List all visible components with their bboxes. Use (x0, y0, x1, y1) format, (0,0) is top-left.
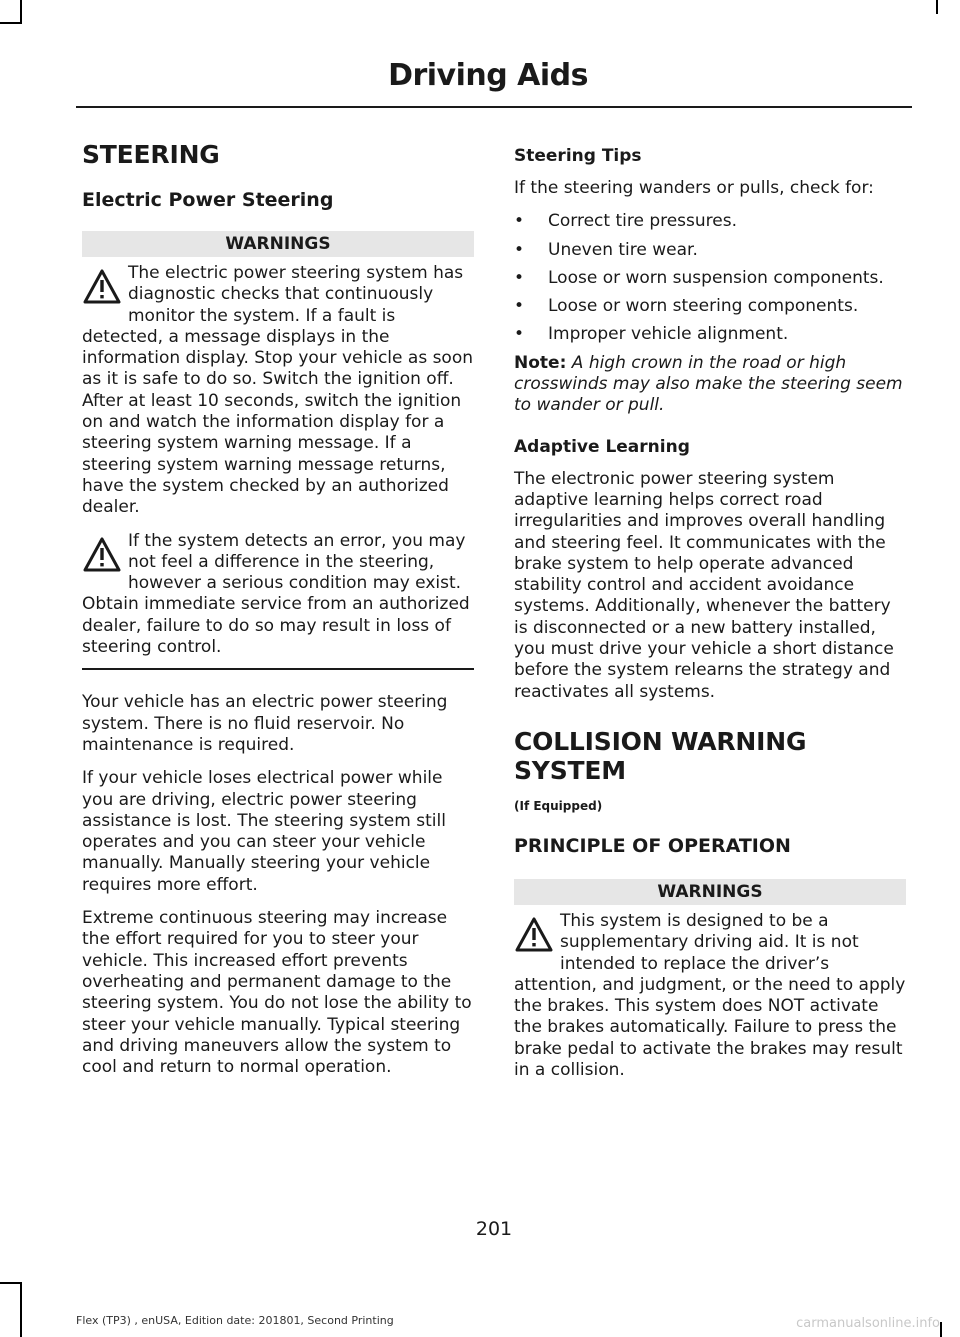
body-paragraph: Extreme continuous steering may increase the effort required for you to steer your vehicle. This increased effort prevents overheating and permanent damage to the steering system. You do not lose the ability to steer your vehicle manually. Typical steering and driving maneuvers allow the system to cool and return to normal operation. (82, 908, 472, 1078)
note-label: Note: (514, 352, 567, 373)
body-paragraph: Your vehicle has an electric power steering system. There is no fluid reservoir. No maintenance is required. (82, 692, 448, 755)
header-divider (76, 106, 912, 108)
page-number: 201 (475, 1218, 513, 1240)
note-paragraph (514, 353, 906, 417)
warning-triangle-icon (82, 267, 122, 307)
warning-text: The electric power steering system has diagnostic checks that continuously monitor the system. If a fault is detected, a message displays in the information display. Stop your vehicle as soon as it is safe to do so. Switch the ignition off. After at least 10 seconds, switch the ignition on and watch the information display for a steering system warning message. If a steering system warning message returns, have the system checked by an authorized dealer. (82, 263, 474, 518)
warning-triangle-icon (82, 535, 122, 575)
crop-mark-top-left-h (0, 22, 22, 24)
list-item: • Loose or worn steering components. (514, 296, 906, 317)
collision-warning-heading: COLLISION WARNING SYSTEM (514, 726, 807, 785)
crop-mark-top-right-v (936, 0, 938, 14)
right-column (514, 146, 906, 1093)
adaptive-learning-heading: Adaptive Learning (514, 436, 690, 457)
crop-mark-bottom-right-v (940, 1322, 942, 1337)
body-paragraph: If your vehicle loses electrical power while you are driving, electric power steering assistance is lost. The steering system still operates and you can steer your vehicle manually. Manually steering your vehicle requires more effort. (82, 768, 446, 895)
crop-mark-top-left-v (20, 0, 22, 24)
warnings-banner: WARNINGS (82, 231, 474, 257)
list-item: • Uneven tire wear. (514, 240, 906, 261)
warnings-banner: WARNINGS (514, 879, 906, 905)
warning-item (514, 911, 906, 1081)
list-item: • Correct tire pressures. (514, 211, 906, 232)
principle-heading: PRINCIPLE OF OPERATION (514, 834, 791, 857)
tips-intro: If the steering wanders or pulls, check for: (514, 178, 874, 198)
if-equipped-label: (If Equipped) (514, 798, 603, 813)
edition-footer: Flex (TP3) , enUSA, Edition date: 201801, Second Printing (76, 1314, 394, 1327)
watermark: carmanualsonline.info (796, 1316, 940, 1331)
steering-heading: STEERING (82, 140, 220, 169)
list-item: • Loose or worn suspension components. (514, 268, 906, 289)
tips-list (514, 211, 906, 345)
note-text: A high crown in the road or high crosswinds may also make the steering seem to wander or pull. (514, 352, 903, 416)
warning-text: This system is designed to be a supplementary driving aid. It is not intended to replace the driver’s attention, and judgment, or the need to apply the brakes. This system does NOT activate the brakes automatically. Failure to press the brake pedal to activate the brakes may result in a collision. (514, 910, 906, 1081)
warning-item (82, 531, 474, 671)
section-title: Driving Aids (388, 58, 588, 93)
crop-mark-bottom-left-v (20, 1282, 22, 1337)
list-item: • Improper vehicle alignment. (514, 324, 906, 345)
warning-triangle-icon (514, 915, 554, 955)
left-column (82, 140, 474, 1090)
electric-power-steering-heading: Electric Power Steering (82, 189, 334, 211)
crop-mark-bottom-left-h (0, 1282, 22, 1284)
warning-item (82, 263, 474, 519)
warning-text: If the system detects an error, you may not feel a difference in the steering, however a serious condition may exist. Obtain immediate service from an authorized dealer, failure to do so may result in loss of steering control. (82, 530, 470, 658)
adaptive-learning-text: The electronic power steering system adaptive learning helps correct road irregularities and improves overall handling and steering feel. It communicates with the brake system to help operate advanced stability control and accident avoidance systems. Additionally, whenever the battery is disconnected or a new battery installed, you must drive your vehicle a short distance before the system relearns the strategy and reactivates all systems. (514, 468, 894, 702)
steering-tips-heading: Steering Tips (514, 146, 642, 166)
